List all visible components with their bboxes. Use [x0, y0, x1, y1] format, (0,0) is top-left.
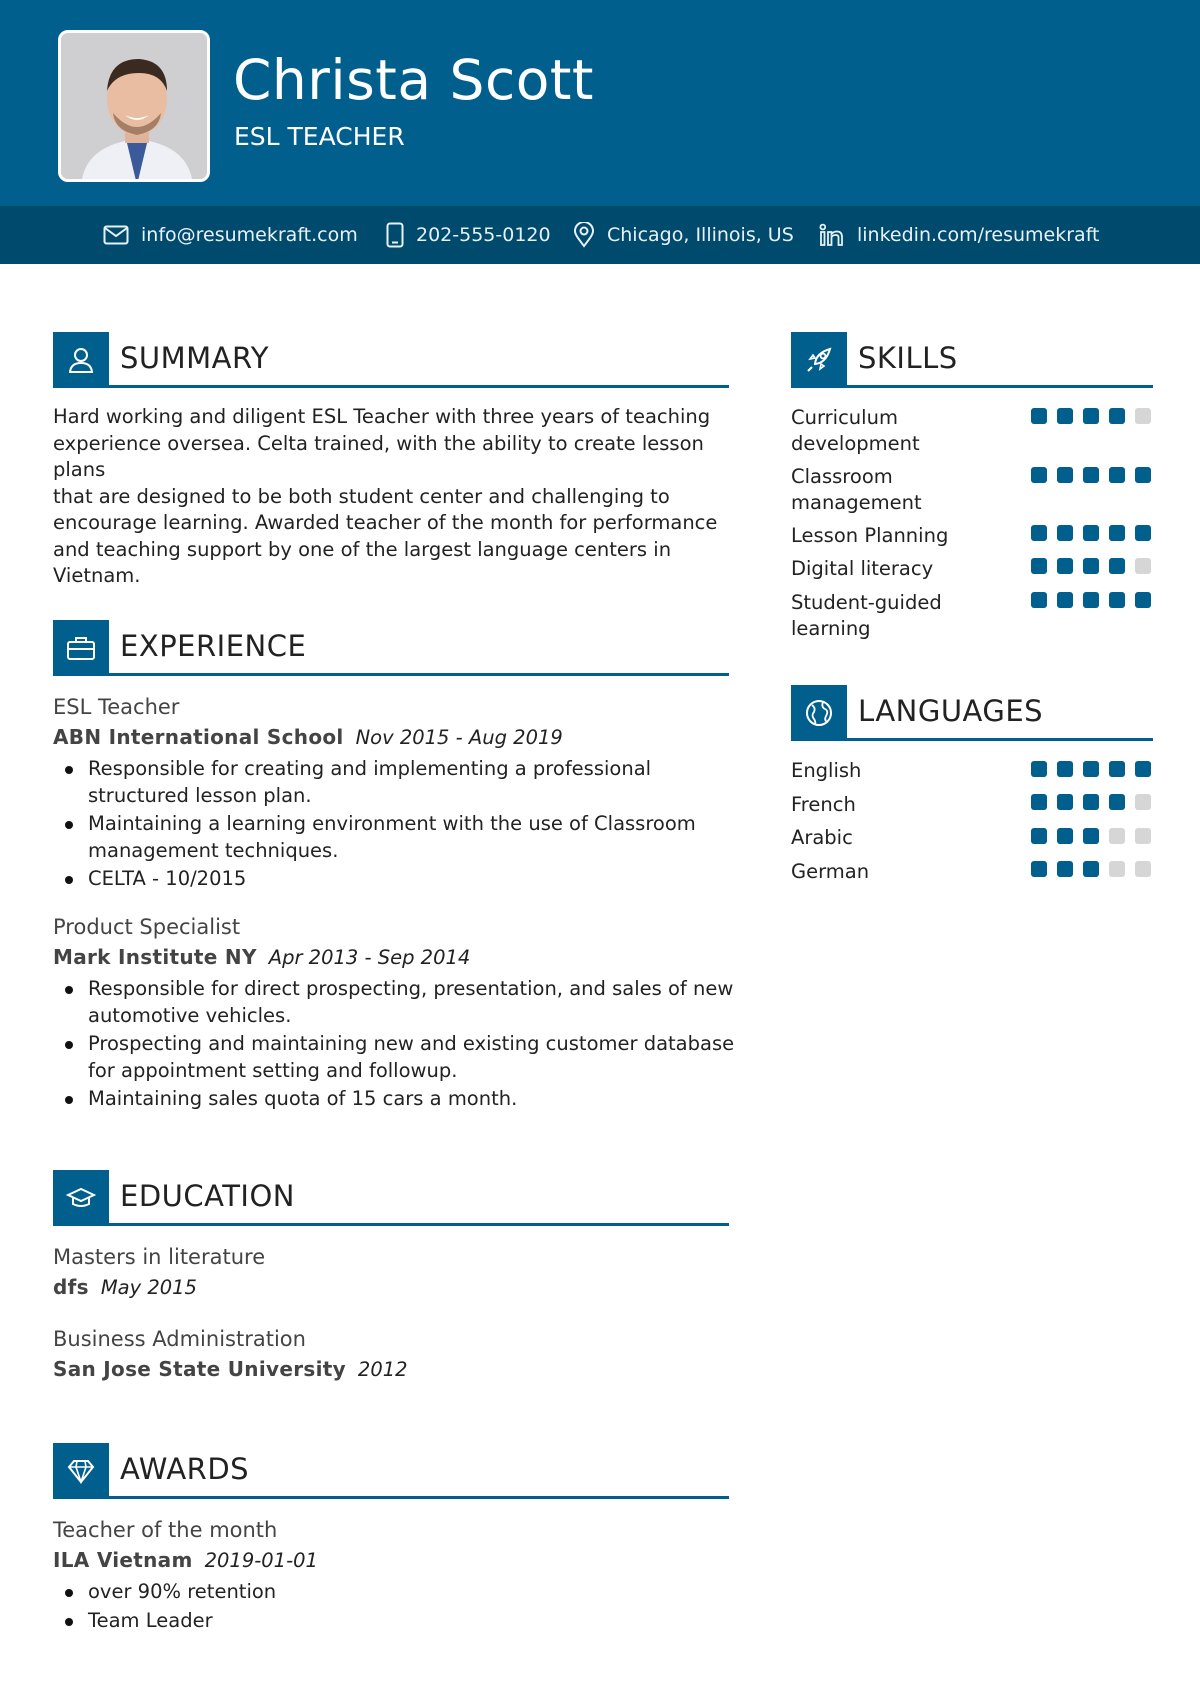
summary-line: and teaching support by one of the largest language centers in	[53, 537, 672, 561]
candidate-name: Christa Scott	[233, 48, 594, 112]
rating-dot-filled	[1135, 761, 1151, 777]
list-item	[53, 1086, 743, 1113]
email-text: info@resumekraft.com	[141, 224, 358, 246]
job-date: Nov 2015 - Aug 2019	[355, 726, 563, 749]
rating-dot-filled	[1083, 592, 1099, 608]
skill-rating	[1031, 467, 1151, 483]
list-item	[53, 976, 743, 1029]
summary-line: Hard working and diligent ESL Teacher with three years of teaching	[53, 405, 711, 428]
summary-text	[53, 404, 733, 590]
briefcase-icon-box	[53, 620, 109, 676]
skills-title: SKILLS	[858, 341, 958, 375]
skill-label	[791, 590, 942, 642]
rating-dot-empty	[1109, 861, 1125, 877]
rating-dot-empty	[1109, 828, 1125, 844]
rating-dot-filled	[1057, 408, 1073, 424]
contact-email[interactable]	[103, 206, 358, 264]
job-bullets	[53, 756, 733, 895]
list-item: over 90% retention	[53, 1579, 453, 1606]
degree-title: Masters in literature	[53, 1245, 266, 1269]
skill-rating	[1031, 525, 1151, 541]
summary-line: experience oversea. Celta trained, with the ability to create lesson plans	[53, 431, 704, 481]
bullet-line: structured lesson plan.	[88, 783, 312, 807]
rating-dot-filled	[1083, 525, 1099, 541]
rating-dot-empty	[1135, 558, 1151, 574]
rating-dot-filled	[1031, 828, 1047, 844]
map-pin-icon	[573, 222, 595, 248]
skill-label-line: Student-guided	[791, 591, 942, 614]
job-bullets	[53, 976, 743, 1115]
school-org	[53, 1275, 197, 1299]
school-org	[53, 1357, 408, 1381]
skill-label-line: Curriculum	[791, 406, 898, 429]
rating-dot-filled	[1031, 794, 1047, 810]
rating-dot-filled	[1109, 592, 1125, 608]
summary-line: that are designed to be both student center and challenging to	[53, 484, 670, 508]
rating-dot-filled	[1031, 861, 1047, 877]
envelope-icon	[103, 225, 129, 245]
rating-dot-filled	[1083, 408, 1099, 424]
language-rating	[1031, 761, 1151, 777]
globe-icon-box	[791, 685, 847, 741]
bullet-line: for appointment setting and followup.	[88, 1058, 458, 1082]
language-label: French	[791, 793, 856, 816]
rating-dot-filled	[1057, 525, 1073, 541]
person-photo-icon	[61, 33, 210, 182]
award-org	[53, 1548, 318, 1572]
experience-heading	[53, 620, 729, 676]
diamond-icon-box	[53, 1443, 109, 1499]
rating-dot-filled	[1031, 761, 1047, 777]
degree-title: Business Administration	[53, 1327, 306, 1351]
contact-location	[573, 206, 794, 264]
skill-label	[791, 556, 933, 582]
language-label: German	[791, 860, 870, 883]
bullet-line: CELTA - 10/2015	[88, 867, 247, 890]
award-issuer: ILA Vietnam	[53, 1548, 193, 1572]
awards-title: AWARDS	[120, 1452, 250, 1486]
section-divider	[109, 1223, 729, 1226]
rating-dot-filled	[1057, 794, 1073, 810]
rating-dot-filled	[1109, 525, 1125, 541]
job-date: Apr 2013 - Sep 2014	[268, 946, 471, 969]
rating-dot-filled	[1031, 558, 1047, 574]
briefcase-icon	[66, 634, 96, 662]
rating-dot-filled	[1083, 828, 1099, 844]
summary-line: encourage learning. Awarded teacher of the month for performance	[53, 511, 718, 534]
bullet-line: management techniques.	[88, 838, 339, 862]
contact-phone[interactable]	[386, 206, 551, 264]
skill-label-line: Classroom	[791, 465, 893, 488]
award-bullets	[53, 1579, 453, 1636]
list-item: Team Leader	[53, 1608, 453, 1635]
job-org-name: Mark Institute NY	[53, 945, 257, 969]
rating-dot-filled	[1057, 558, 1073, 574]
phone-text: 202-555-0120	[416, 224, 551, 246]
languages-title: LANGUAGES	[858, 694, 1044, 728]
rating-dot-filled	[1031, 592, 1047, 608]
rating-dot-filled	[1135, 467, 1151, 483]
skill-label-line: learning	[791, 617, 871, 640]
bullet-line: Responsible for direct prospecting, presentation, and sales of new	[88, 977, 734, 1000]
rating-dot-filled	[1083, 861, 1099, 877]
language-label: English	[791, 759, 862, 782]
summary-title: SUMMARY	[120, 341, 270, 375]
rating-dot-filled	[1031, 408, 1047, 424]
degree-date: May 2015	[100, 1276, 197, 1299]
language-label: Arabic	[791, 826, 853, 849]
summary-line: Vietnam.	[53, 564, 141, 587]
education-heading	[53, 1170, 729, 1226]
list-item	[53, 811, 733, 864]
job-title: Product Specialist	[53, 915, 241, 939]
bullet-line: Maintaining a learning environment with the use of Classroom	[88, 812, 696, 835]
language-rating	[1031, 828, 1151, 844]
contact-bar	[0, 206, 1200, 264]
skill-label	[791, 464, 922, 516]
rocket-icon-box	[791, 332, 847, 388]
education-title: EDUCATION	[120, 1179, 296, 1213]
job-org-name: ABN International School	[53, 725, 344, 749]
experience-title: EXPERIENCE	[120, 629, 307, 663]
graduation-cap-icon	[66, 1185, 96, 1211]
list-item	[53, 1031, 743, 1084]
contact-linkedin[interactable]	[819, 206, 1100, 264]
rating-dot-filled	[1083, 794, 1099, 810]
rating-dot-filled	[1057, 467, 1073, 483]
list-item	[53, 866, 733, 893]
skill-rating	[1031, 592, 1151, 608]
school-name: dfs	[53, 1275, 89, 1299]
rating-dot-empty	[1135, 408, 1151, 424]
skill-label-line: Digital literacy	[791, 557, 934, 580]
rating-dot-filled	[1109, 558, 1125, 574]
job-org	[53, 725, 563, 749]
phone-icon	[386, 222, 404, 248]
graduation-cap-icon-box	[53, 1170, 109, 1226]
rating-dot-filled	[1109, 794, 1125, 810]
rating-dot-filled	[1083, 467, 1099, 483]
languages-heading	[791, 685, 1153, 741]
rating-dot-filled	[1135, 592, 1151, 608]
skills-heading	[791, 332, 1153, 388]
rocket-icon	[804, 345, 834, 375]
summary-heading	[53, 332, 729, 388]
list-item	[53, 756, 733, 809]
award-title: Teacher of the month	[53, 1518, 278, 1542]
rating-dot-empty	[1135, 861, 1151, 877]
candidate-title: ESL TEACHER	[234, 122, 405, 151]
rating-dot-filled	[1135, 525, 1151, 541]
user-icon	[66, 345, 96, 375]
globe-icon	[804, 698, 834, 728]
rating-dot-filled	[1109, 761, 1125, 777]
school-name: San Jose State University	[53, 1357, 346, 1381]
language-rating	[1031, 861, 1151, 877]
rating-dot-filled	[1031, 467, 1047, 483]
rating-dot-filled	[1057, 861, 1073, 877]
bullet-line: Prospecting and maintaining new and existing customer database	[88, 1032, 735, 1055]
rating-dot-filled	[1057, 592, 1073, 608]
skill-rating	[1031, 408, 1151, 424]
job-org	[53, 945, 470, 969]
bullet-line: Maintaining sales quota of 15 cars a month.	[88, 1087, 518, 1110]
user-icon-box	[53, 332, 109, 388]
linkedin-text: linkedin.com/resumekraft	[857, 224, 1100, 246]
bullet-line: Responsible for creating and implementing a professional	[88, 757, 652, 780]
rating-dot-empty	[1135, 794, 1151, 810]
rating-dot-filled	[1057, 828, 1073, 844]
rating-dot-filled	[1109, 408, 1125, 424]
diamond-icon	[66, 1458, 96, 1484]
rating-dot-filled	[1109, 467, 1125, 483]
job-title: ESL Teacher	[53, 695, 180, 719]
resume-header	[0, 0, 1200, 206]
skill-label-line: Lesson Planning	[791, 524, 949, 547]
linkedin-icon	[819, 223, 845, 247]
rating-dot-filled	[1083, 558, 1099, 574]
section-divider	[109, 673, 729, 676]
section-divider	[847, 738, 1153, 741]
skill-label	[791, 405, 920, 457]
rating-dot-empty	[1135, 828, 1151, 844]
section-divider	[109, 385, 729, 388]
skill-label-line: management	[791, 491, 922, 514]
skill-label-line: development	[791, 432, 920, 455]
award-date: 2019-01-01	[204, 1549, 318, 1572]
location-text: Chicago, Illinois, US	[607, 224, 794, 246]
awards-heading	[53, 1443, 729, 1499]
skill-label	[791, 523, 948, 549]
rating-dot-filled	[1031, 525, 1047, 541]
language-rating	[1031, 794, 1151, 810]
rating-dot-filled	[1083, 761, 1099, 777]
section-divider	[847, 385, 1153, 388]
bullet-line: automotive vehicles.	[88, 1003, 292, 1027]
profile-photo	[58, 30, 210, 182]
skill-rating	[1031, 558, 1151, 574]
section-divider	[109, 1496, 729, 1499]
degree-date: 2012	[357, 1358, 408, 1381]
rating-dot-filled	[1057, 761, 1073, 777]
